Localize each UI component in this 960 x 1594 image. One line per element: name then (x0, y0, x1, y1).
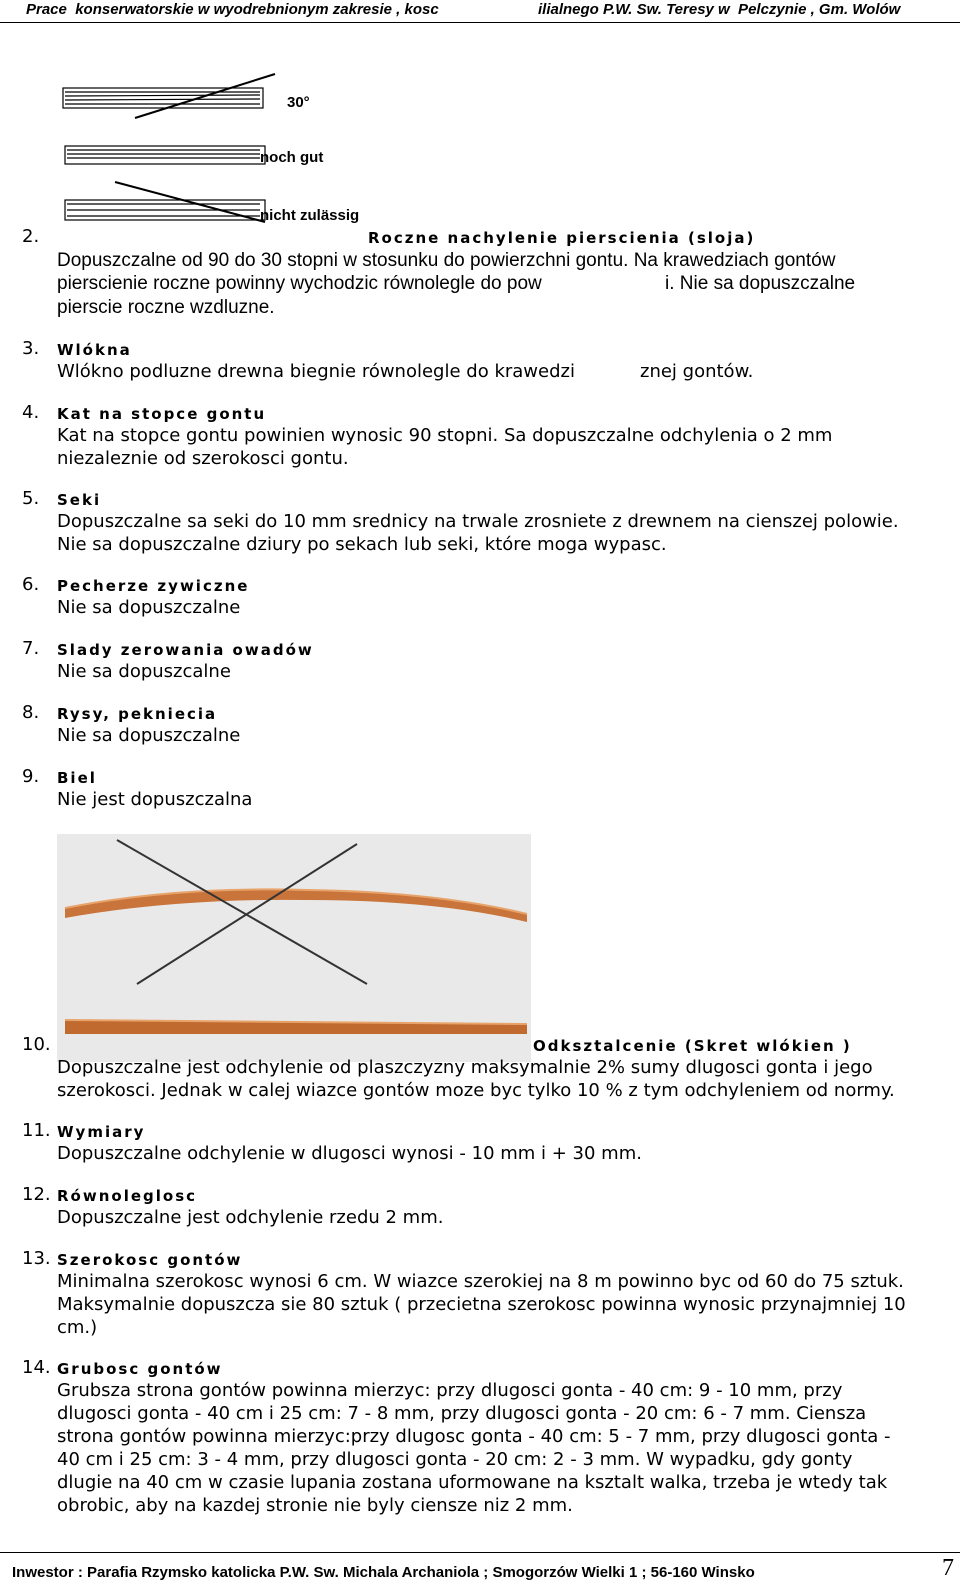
s3-number: 3. (22, 338, 40, 359)
s10-line2: szerokosci. Jednak w calej wiazce gontów moze byc tylko 10 % z tym odchyleniem od normy. (57, 1080, 895, 1101)
s9-line1: Nie jest dopuszczalna (57, 789, 253, 810)
grain-angle-diagram (55, 72, 375, 232)
s2-line2a: pierscienie roczne powinny wychodzic równolegle do pow (57, 273, 542, 294)
s11-number: 11. (22, 1120, 51, 1141)
s4-title: Kat na stopce gontu (57, 405, 267, 423)
s6-title: Pecherze zywiczne (57, 577, 250, 595)
s10-line1: Dopuszczalne jest odchylenie od plaszczyzny maksymalnie 2% sumy dlugosci gonta i jego (57, 1057, 873, 1078)
label-nicht-zulassig: nicht zulässig (260, 207, 360, 224)
label-30-degrees: 30° (287, 94, 310, 111)
s9-title: Biel (57, 769, 97, 787)
header-right: ilialnego P.W. Sw. Teresy w Pelczynie , Gm. Wolów (538, 1, 901, 18)
s5-line1: Dopuszczalne sa seki do 10 mm srednicy na trwale zrosniete z drewnem na cienszej polowie. (57, 511, 899, 532)
s14-line5: dlugie na 40 cm w czasie lupania zostana uformowane na ksztalt walka, trzeba je wtedy tak (57, 1472, 888, 1493)
footer-investor: Inwestor : Parafia Rzymsko katolicka P.W. Sw. Michala Archaniola ; Smogorzów Wielki 1 ; 56-160 Winsko (12, 1564, 755, 1581)
s4-line1: Kat na stopce gontu powinien wynosic 90 stopni. Sa dopuszczalne odchylenia o 2 mm (57, 425, 833, 446)
s11-line1: Dopuszczalne odchylenie w dlugosci wynosi - 10 mm i + 30 mm. (57, 1143, 642, 1164)
s14-number: 14. (22, 1357, 51, 1378)
s5-number: 5. (22, 488, 40, 509)
s2-line3: pierscie roczne wzdluzne. (57, 297, 275, 318)
s7-number: 7. (22, 638, 40, 659)
s3-line1a: Wlókno podluzne drewna biegnie równolegle do krawedzi (57, 361, 575, 382)
s14-title: Grubosc gontów (57, 1360, 223, 1378)
page-footer (0, 1552, 960, 1594)
s7-line1: Nie sa dopuszcalne (57, 661, 231, 682)
label-noch-gut: noch gut (260, 149, 324, 166)
s13-title: Szerokosc gontów (57, 1251, 243, 1269)
s13-line1: Minimalna szerokosc wynosi 6 cm. W wiazce szerokiej na 8 m powinno byc od 60 do 75 sztuk. (57, 1271, 904, 1292)
s9-number: 9. (22, 766, 40, 787)
s10-number: 10. (22, 1034, 51, 1055)
s8-title: Rysy, pekniecia (57, 705, 218, 723)
s8-line1: Nie sa dopuszczalne (57, 725, 241, 746)
s13-number: 13. (22, 1248, 51, 1269)
s10-title: Odksztalcenie (Skret wlókien ) (533, 1037, 852, 1055)
s14-line6: obrobic, aby na kazdej stronie nie byly ciensze niz 2 mm. (57, 1495, 573, 1516)
s13-line3: cm.) (57, 1317, 98, 1338)
s3-line1b: znej gontów. (640, 361, 754, 382)
s4-number: 4. (22, 402, 40, 423)
s12-title: Równoleglosc (57, 1187, 198, 1205)
s12-line1: Dopuszczalne jest odchylenie rzedu 2 mm. (57, 1207, 444, 1228)
s5-title: Seki (57, 491, 102, 509)
warped-shingles-photo (57, 834, 531, 1062)
page-header (0, 0, 960, 23)
s6-line1: Nie sa dopuszczalne (57, 597, 241, 618)
page-number: 7 (942, 1555, 954, 1581)
s14-line2: dlugosci gonta - 40 cm i 25 cm: 7 - 8 mm, przy dlugosci gonta - 20 cm: 6 - 7 mm. Ciensza (57, 1403, 867, 1424)
s2-line1: Dopuszczalne od 90 do 30 stopni w stosunku do powierzchni gontu. Na krawedziach gontów (57, 250, 836, 271)
s12-number: 12. (22, 1184, 51, 1205)
s2-line2b: i. Nie sa dopuszczalne (665, 273, 856, 294)
s8-number: 8. (22, 702, 40, 723)
s14-line3: strona gontów powinna mierzyc:przy dlugosc gonta - 40 cm: 5 - 7 mm, przy dlugosci gonta - (57, 1426, 891, 1447)
s5-line2: Nie sa dopuszczalne dziury po sekach lub seki, które moga wypasc. (57, 534, 667, 555)
s11-title: Wymiary (57, 1123, 146, 1141)
s7-title: Slady zerowania owadów (57, 641, 314, 659)
header-left: Prace konserwatorskie w wyodrebnionym zakresie , kosc (26, 1, 439, 18)
s13-line2: Maksymalnie dopuszcza sie 80 sztuk ( przecietna szerokosc powinna wynosic przynajmniej 10 (57, 1294, 906, 1315)
s6-number: 6. (22, 574, 40, 595)
s14-line4: 40 cm i 25 cm: 3 - 4 mm, przy dlugosci gonta - 20 cm: 2 - 3 mm. W wypadku, gdy gonty (57, 1449, 853, 1470)
s4-line2: niezaleznie od szerokosci gontu. (57, 448, 349, 469)
s2-title: Roczne nachylenie pierscienia (sloja) (368, 229, 756, 247)
s14-line1: Grubsza strona gontów powinna mierzyc: przy dlugosci gonta - 40 cm: 9 - 10 mm, przy (57, 1380, 843, 1401)
s3-title: Wlókna (57, 341, 132, 359)
s2-number: 2. (22, 226, 40, 247)
